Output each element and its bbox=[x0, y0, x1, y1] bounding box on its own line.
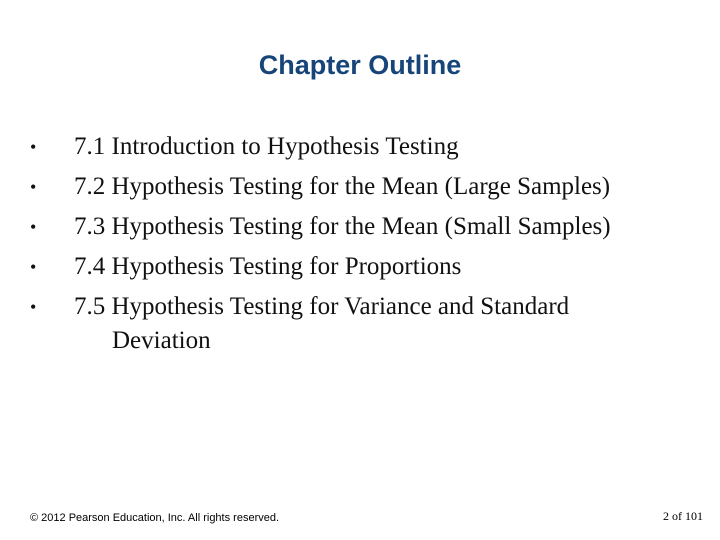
slide-title: Chapter Outline bbox=[258, 50, 462, 80]
bullet-icon: • bbox=[30, 217, 37, 237]
bullet-icon: • bbox=[30, 137, 37, 157]
chapter-outline-list bbox=[30, 130, 700, 364]
outline-item bbox=[30, 170, 700, 204]
outline-item-text: 7.1 Introduction to Hypothesis Testing bbox=[74, 133, 459, 160]
outline-item-text: 7.3 Hypothesis Testing for the Mean (Small Samples) bbox=[74, 213, 611, 240]
bullet-icon: • bbox=[30, 177, 37, 197]
outline-item-text: 7.2 Hypothesis Testing for the Mean (Large Samples) bbox=[74, 173, 611, 200]
outline-item-text: 7.4 Hypothesis Testing for Proportions bbox=[74, 253, 462, 280]
bullet-icon: • bbox=[30, 257, 37, 277]
copyright-notice: © 2012 Pearson Education, Inc. All rights reserved. bbox=[30, 512, 280, 524]
bullet-icon: • bbox=[30, 297, 37, 317]
outline-item bbox=[30, 290, 700, 358]
outline-item bbox=[30, 210, 700, 244]
outline-item-text: 7.5 Hypothesis Testing for Variance and Standard bbox=[74, 293, 570, 320]
outline-item-continuation: Deviation bbox=[112, 327, 211, 354]
outline-item bbox=[30, 250, 700, 284]
outline-item bbox=[30, 130, 700, 164]
page-counter: 2 of 101 bbox=[663, 509, 703, 523]
